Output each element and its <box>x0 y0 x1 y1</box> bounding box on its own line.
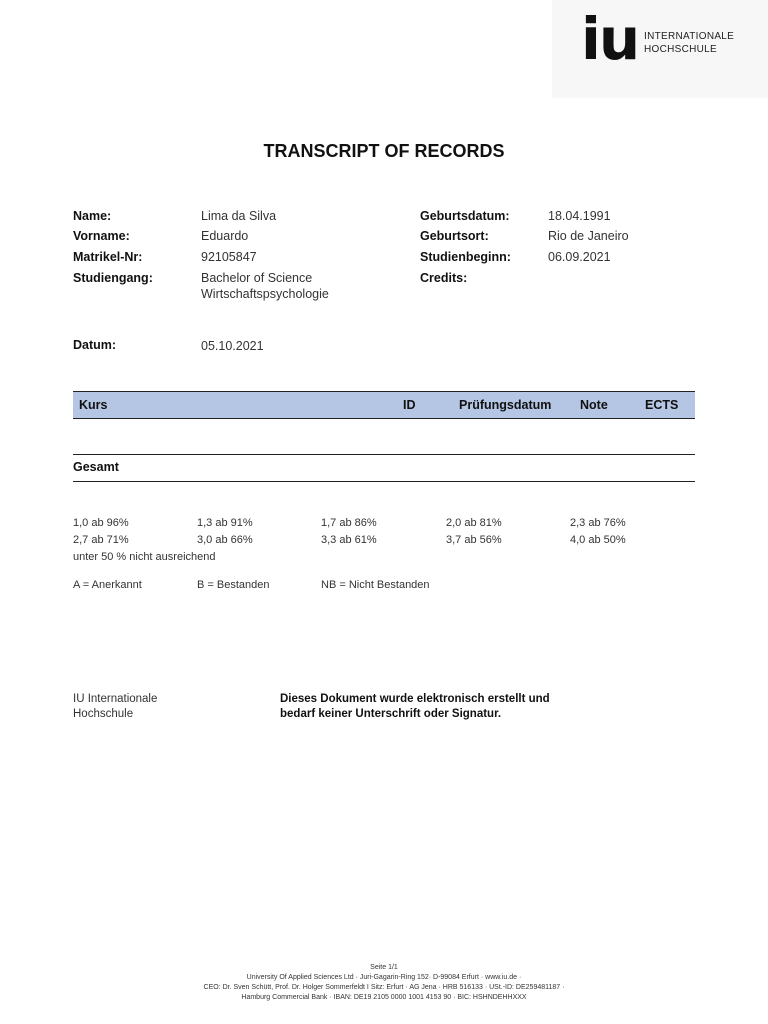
column-header-ects: ECTS <box>645 398 679 412</box>
column-header-course: Kurs <box>79 398 108 412</box>
grade-scale-item: 2,3 ab 76% <box>570 517 626 529</box>
grade-scale-item: 2,0 ab 81% <box>446 517 502 529</box>
matrikel-value: 92105847 <box>201 250 257 264</box>
electronic-document-notice <box>280 692 580 722</box>
issuer-name <box>73 692 223 722</box>
notice-line-2: bedarf keiner Unterschrift oder Signatur. <box>280 708 502 720</box>
birthplace-value: Rio de Janeiro <box>548 229 629 243</box>
study-start-label: Studienbeginn: <box>420 250 511 264</box>
firstname-label: Vorname: <box>73 229 130 243</box>
notice-line-1: Dieses Dokument wurde elektronisch erstellt und <box>280 693 550 705</box>
iu-logo-mark: iu <box>581 5 639 73</box>
logo-line-2: HOCHSCHULE <box>644 43 718 55</box>
birthdate-value: 18.04.1991 <box>548 209 611 223</box>
grade-scale-item: 3,3 ab 61% <box>321 534 377 546</box>
date-value: 05.10.2021 <box>201 339 264 353</box>
footer-bank-line: Hamburg Commercial Bank · IBAN: DE19 2105 0000 1001 4153 90 · BIC: HSHNDEHHXXX <box>241 994 527 1001</box>
name-value: Lima da Silva <box>201 209 277 223</box>
insufficient-note: unter 50 % nicht ausreichend <box>73 551 216 563</box>
matrikel-label: Matrikel-Nr: <box>73 250 143 264</box>
footer-management-line: CEO: Dr. Sven Schütt, Prof. Dr. Holger Sommerfeldt I Sitz: Erfurt · AG Jena · HRB 516133 · USt.-ID: DE259481187 · <box>203 984 565 991</box>
column-header-id: ID <box>403 398 416 412</box>
birthplace-label: Geburtsort: <box>420 229 489 243</box>
grade-scale-item: 1,7 ab 86% <box>321 517 377 529</box>
legend-not-passed: NB = Nicht Bestanden <box>321 579 430 591</box>
study-start-value: 06.09.2021 <box>548 250 611 264</box>
program-value-line-1: Bachelor of Science <box>201 271 313 285</box>
birthdate-label: Geburtsdatum: <box>420 209 510 223</box>
grade-scale-item: 1,3 ab 91% <box>197 517 253 529</box>
name-label: Name: <box>73 209 112 223</box>
total-label: Gesamt <box>73 460 119 474</box>
page-number: Seite 1/1 <box>370 964 398 971</box>
course-table-header <box>73 391 695 419</box>
column-header-exam-date: Prüfungsdatum <box>459 398 552 412</box>
program-value-line-2: Wirtschaftspsychologie <box>201 287 329 301</box>
grade-scale-item: 1,0 ab 96% <box>73 517 129 529</box>
column-header-grade: Note <box>580 398 608 412</box>
issuer-line-1: IU Internationale <box>73 693 158 705</box>
credits-label: Credits: <box>420 271 468 285</box>
firstname-value: Eduardo <box>201 229 249 243</box>
grade-scale-item: 3,7 ab 56% <box>446 534 502 546</box>
document-title: TRANSCRIPT OF RECORDS <box>263 141 505 161</box>
legend-recognized: A = Anerkannt <box>73 579 142 591</box>
program-label: Studiengang: <box>73 271 153 285</box>
grade-scale-item: 4,0 ab 50% <box>570 534 626 546</box>
table-divider-bottom <box>73 481 695 482</box>
grade-scale-item: 3,0 ab 66% <box>197 534 253 546</box>
date-label: Datum: <box>73 338 117 352</box>
grade-scale-item: 2,7 ab 71% <box>73 534 129 546</box>
legend-passed: B = Bestanden <box>197 579 270 591</box>
issuer-line-2: Hochschule <box>73 708 134 720</box>
logo-wordmark <box>644 31 734 56</box>
table-divider-top <box>73 454 695 455</box>
logo-line-1: INTERNATIONALE <box>644 31 735 42</box>
footer-address-line: University Of Applied Sciences Ltd · Juri-Gagarin-Ring 152· D-99084 Erfurt · www.iu.de · <box>246 974 522 981</box>
